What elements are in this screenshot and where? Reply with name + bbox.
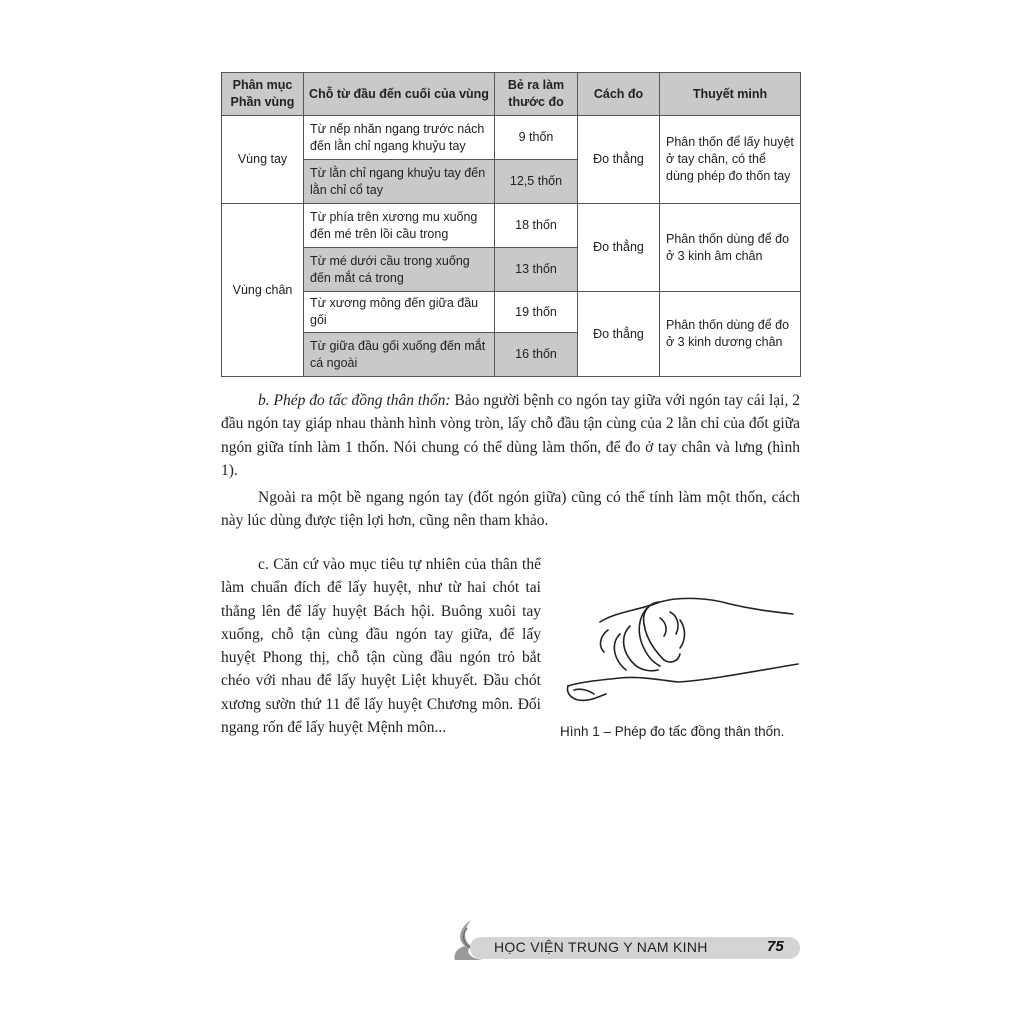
segment-cell: Từ nếp nhăn ngang trước nách đến lằn chỉ ngang khuỷu tay [304,116,495,160]
method-cell: Đo thẳng [578,292,660,377]
table-row [222,292,801,333]
measure-cell: 13 thốn [495,248,578,292]
measure-cell: 18 thốn [495,204,578,248]
segment-cell: Từ lằn chỉ ngang khuỷu tay đến lằn chỉ cổ tay [304,160,495,204]
header-segment: Chỗ từ đầu đến cuối của vùng [304,73,495,116]
header-note: Thuyết minh [660,73,801,116]
measure-cell: 9 thốn [495,116,578,160]
paragraph-extra: Ngoài ra một bề ngang ngón tay (đốt ngón giữa) cũng có thể tính làm một thốn, cách này lúc dùng được tiện lợi hơn, cũng nên tham khảo. [221,489,800,530]
paragraph-c: c. Căn cứ vào mục tiêu tự nhiên của thân thể làm chuẩn đích để lấy huyệt, như từ hai chót tai thẳng lên để lấy huyệt Bách hội. Buông xuôi tay xuống, chỗ tận cùng đầu ngón tay giữa, để lấy huyệt Phong thị, chỗ tận cùng đầu ngón trỏ bắt chéo với nhau để lấy huyệt Liệt khuyết. Đầu chót xương sườn thứ 11 để lấy huyệt Chương môn. Đối ngang rốn để lấy huyệt Mệnh môn... [221,556,541,737]
header-region: Phân mục Phần vùng [222,73,304,116]
paragraph-b-body: Bảo người bệnh co ngón tay giữa với ngón tay cái lại, 2 đầu ngón tay giáp nhau thành hình vòng tròn, lấy chỗ đầu tận cùng của 2 lằn chỉ của đốt giữa ngón giữa tính làm 1 thốn. Nói chung có thể dùng làm thốn, để đo ở tay chân và lưng (hình 1). [221,392,800,479]
hand-measurement-illustration [560,590,800,710]
table-header-row [222,73,801,116]
note-cell: Phân thốn dùng để đo ở 3 kinh dương chân [660,292,801,377]
footer-title: HỌC VIỆN TRUNG Y NAM KINH [494,939,708,955]
measure-cell: 19 thốn [495,292,578,333]
table-row [222,116,801,160]
method-cell: Đo thẳng [578,116,660,204]
region-cell: Vùng chân [222,204,304,377]
figure-caption: Hình 1 – Phép đo tấc đồng thân thốn. [560,724,785,739]
table-row [222,204,801,248]
paragraph-b-lead: b. Phép đo tấc đồng thân thốn: [258,392,451,409]
measurement-table [221,72,801,377]
header-measure: Bẻ ra làm thước đo [495,73,578,116]
note-cell: Phân thốn dùng để đo ở 3 kinh âm chân [660,204,801,292]
segment-cell: Từ phía trên xương mu xuống đến mé trên lồi cầu trong [304,204,495,248]
measure-cell: 16 thốn [495,333,578,377]
region-cell: Vùng tay [222,116,304,204]
paragraph-b [221,389,800,482]
note-cell: Phân thốn để lấy huyệt ở tay chân, có thể dùng phép đo thốn tay [660,116,801,204]
segment-cell: Từ xương mông đến giữa đầu gối [304,292,495,333]
segment-cell: Từ mé dưới cầu trong xuống đến mắt cá trong [304,248,495,292]
header-method: Cách đo [578,73,660,116]
measure-cell: 12,5 thốn [495,160,578,204]
page-number: 75 [767,938,784,955]
segment-cell: Từ giữa đầu gối xuống đến mắt cá ngoài [304,333,495,377]
method-cell: Đo thẳng [578,204,660,292]
